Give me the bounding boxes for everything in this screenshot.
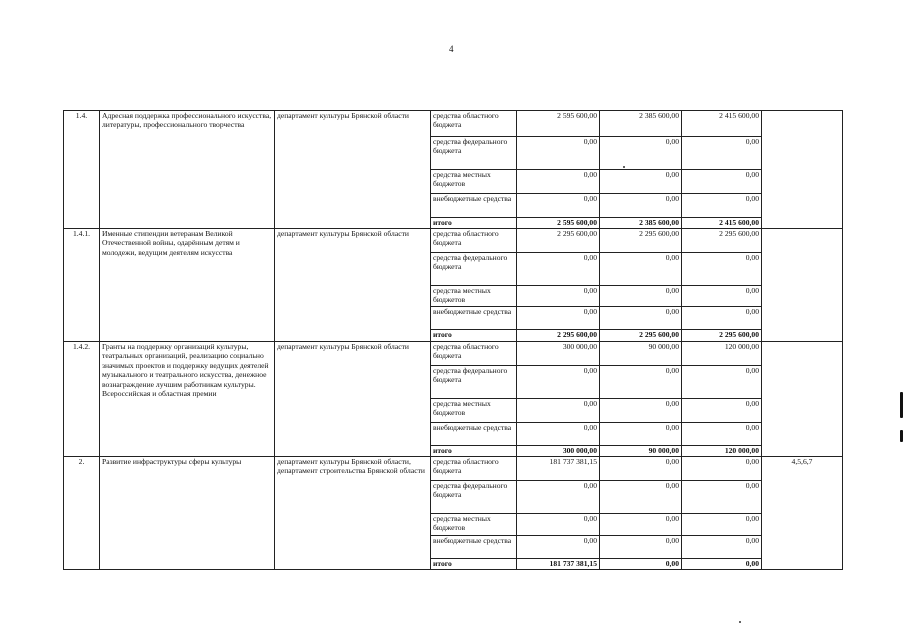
amount-year-1: 0,00 (517, 253, 600, 286)
funding-source: средства федерального бюджета (431, 137, 517, 170)
funding-source: внебюджетные средства (431, 423, 517, 446)
executor: департамент культуры Брянской области (275, 229, 431, 342)
executor: департамент культуры Брянской области (275, 111, 431, 229)
funding-source: средства федерального бюджета (431, 253, 517, 286)
related-indicators (762, 229, 843, 342)
table-row (64, 342, 843, 366)
funding-source: средства федерального бюджета (431, 481, 517, 514)
amount-year-1: 2 595 600,00 (517, 111, 600, 137)
item-name: Именные стипендии ветеранам Великой Отечественной войны, одарённым детям и молодежи, ведущим деятелям искусства (100, 229, 275, 342)
item-name: Развитие инфраструктуры сферы культуры (100, 457, 275, 570)
amount-year-2: 2 295 600,00 (600, 330, 682, 342)
funding-source: средства областного бюджета (431, 111, 517, 137)
amount-year-2: 0,00 (600, 481, 682, 514)
amount-year-2: 0,00 (600, 366, 682, 399)
amount-year-2: 0,00 (600, 307, 682, 330)
amount-year-3: 0,00 (682, 170, 762, 194)
amount-year-1: 0,00 (517, 423, 600, 446)
amount-year-1: 0,00 (517, 137, 600, 170)
amount-year-1: 0,00 (517, 307, 600, 330)
related-indicators: 4,5,6,7 (762, 457, 843, 570)
amount-year-3: 0,00 (682, 307, 762, 330)
amount-year-1: 300 000,00 (517, 446, 600, 457)
funding-source: средства областного бюджета (431, 457, 517, 481)
item-number: 1.4. (64, 111, 100, 229)
funding-source: внебюджетные средства (431, 536, 517, 559)
amount-year-1: 300 000,00 (517, 342, 600, 366)
amount-year-2: 2 295 600,00 (600, 229, 682, 253)
table-row (64, 457, 843, 481)
amount-year-1: 181 737 381,15 (517, 559, 600, 570)
funding-source: итого (431, 559, 517, 570)
table-row (64, 111, 843, 137)
budget-table-body (64, 111, 843, 570)
amount-year-2: 0,00 (600, 137, 682, 170)
table-row (64, 229, 843, 253)
amount-year-3: 0,00 (682, 514, 762, 536)
amount-year-2: 0,00 (600, 514, 682, 536)
budget-table (63, 110, 843, 570)
amount-year-3: 0,00 (682, 481, 762, 514)
amount-year-2: 0,00 (600, 399, 682, 423)
amount-year-3: 0,00 (682, 137, 762, 170)
amount-year-1: 0,00 (517, 481, 600, 514)
amount-year-1: 2 595 600,00 (517, 218, 600, 229)
amount-year-2: 0,00 (600, 559, 682, 570)
item-name: Гранты на поддержку организаций культуры, театральных организаций, реализацию социально значимых проектов и поддержку ведущих деятелей музыкального и театрального искусства, денежное вознаграждение лучшим работникам культуры. Всероссийская и областная премии (100, 342, 275, 457)
funding-source: средства местных бюджетов (431, 399, 517, 423)
amount-year-3: 2 295 600,00 (682, 229, 762, 253)
amount-year-3: 0,00 (682, 536, 762, 559)
scan-speck (739, 621, 741, 623)
funding-source: итого (431, 446, 517, 457)
funding-source: средства областного бюджета (431, 229, 517, 253)
amount-year-3: 0,00 (682, 253, 762, 286)
amount-year-3: 0,00 (682, 399, 762, 423)
funding-source: внебюджетные средства (431, 194, 517, 218)
amount-year-2: 0,00 (600, 423, 682, 446)
amount-year-2: 90 000,00 (600, 446, 682, 457)
funding-source: итого (431, 218, 517, 229)
amount-year-3: 0,00 (682, 457, 762, 481)
amount-year-2: 0,00 (600, 253, 682, 286)
funding-source: внебюджетные средства (431, 307, 517, 330)
item-number: 1.4.1. (64, 229, 100, 342)
amount-year-2: 0,00 (600, 194, 682, 218)
amount-year-1: 0,00 (517, 194, 600, 218)
item-number: 1.4.2. (64, 342, 100, 457)
amount-year-3: 0,00 (682, 366, 762, 399)
scan-edge-mark (900, 430, 903, 442)
related-indicators (762, 342, 843, 457)
related-indicators (762, 111, 843, 229)
amount-year-1: 0,00 (517, 170, 600, 194)
executor: департамент культуры Брянской области, департамент строительства Брянской области (275, 457, 431, 570)
funding-source: средства местных бюджетов (431, 286, 517, 307)
amount-year-3: 2 415 600,00 (682, 218, 762, 229)
amount-year-3: 0,00 (682, 286, 762, 307)
amount-year-2: 0,00 (600, 286, 682, 307)
amount-year-2: 0,00 (600, 170, 682, 194)
funding-source: средства областного бюджета (431, 342, 517, 366)
amount-year-3: 0,00 (682, 194, 762, 218)
amount-year-1: 0,00 (517, 399, 600, 423)
amount-year-3: 2 295 600,00 (682, 330, 762, 342)
amount-year-2: 0,00 (600, 457, 682, 481)
amount-year-2: 0,00 (600, 536, 682, 559)
funding-source: средства местных бюджетов (431, 170, 517, 194)
amount-year-3: 120 000,00 (682, 446, 762, 457)
amount-year-2: 2 385 600,00 (600, 218, 682, 229)
executor: департамент культуры Брянской области (275, 342, 431, 457)
amount-year-1: 0,00 (517, 366, 600, 399)
funding-source: итого (431, 330, 517, 342)
page-number: 4 (449, 44, 454, 54)
amount-year-2: 90 000,00 (600, 342, 682, 366)
funding-source: средства федерального бюджета (431, 366, 517, 399)
amount-year-2: 2 385 600,00 (600, 111, 682, 137)
amount-year-3: 0,00 (682, 559, 762, 570)
amount-year-3: 2 415 600,00 (682, 111, 762, 137)
amount-year-1: 2 295 600,00 (517, 330, 600, 342)
item-number: 2. (64, 457, 100, 570)
amount-year-3: 0,00 (682, 423, 762, 446)
funding-source: средства местных бюджетов (431, 514, 517, 536)
amount-year-1: 181 737 381,15 (517, 457, 600, 481)
amount-year-1: 0,00 (517, 286, 600, 307)
amount-year-3: 120 000,00 (682, 342, 762, 366)
amount-year-1: 0,00 (517, 536, 600, 559)
item-name: Адресная поддержка профессионального искусства, литературы, профессионального творчества (100, 111, 275, 229)
amount-year-1: 2 295 600,00 (517, 229, 600, 253)
amount-year-1: 0,00 (517, 514, 600, 536)
scan-edge-mark (900, 392, 903, 418)
scan-speck (623, 166, 625, 168)
